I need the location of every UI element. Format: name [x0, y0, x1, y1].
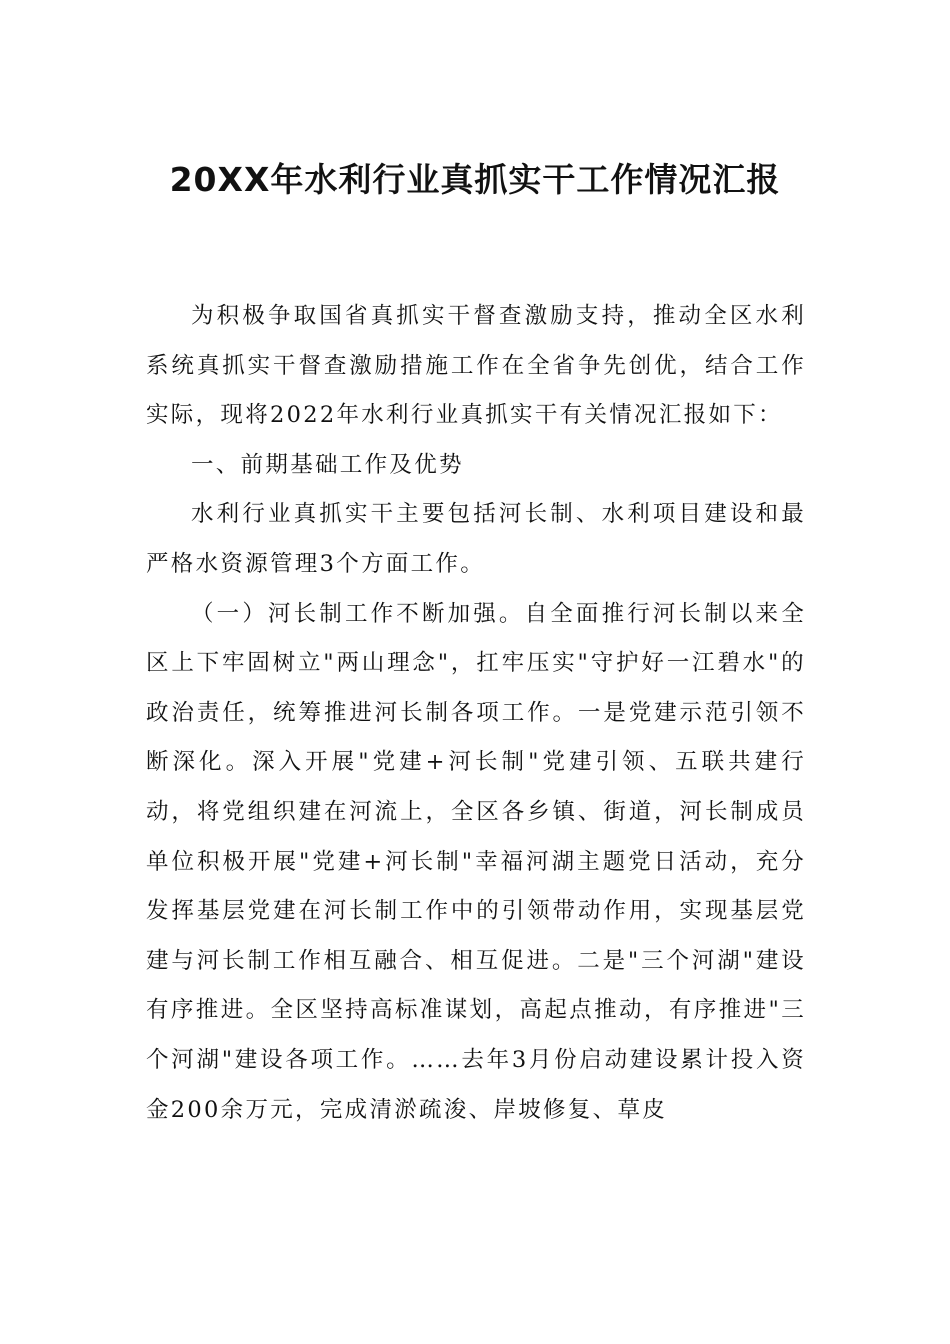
river-chief-paragraph: （一）河长制工作不断加强。自全面推行河长制以来全区上下牢固树立"两山理念"，扛牢压实"守护好一江碧水"的政治责任，统筹推进河长制各项工作。一是党建示范引领不断深化。深入开展"党建+河长制"党建引领、五联共建行动，将党组织建在河流上，全区各乡镇、街道，河长制成员单位积极开展"党建+河长制"幸福河湖主题党日活动，充分发挥基层党建在河长制工作中的引领带动作用，实现基层党建与河长制工作相互融合、相互促进。二是"三个河湖"建设有序推进。全区坚持高标准谋划，高起点推动，有序推进"三个河湖"建设各项工作。……去年3月份启动建设累计投入资金200余万元，完成清淤疏浚、岸坡修复、草皮 [146, 600, 806, 1123]
section-heading: 一、前期基础工作及优势 [191, 451, 464, 478]
intro-paragraph: 为积极争取国省真抓实干督查激励支持，推动全区水利系统真抓实干督查激励措施工作在全省争先创优，结合工作实际，现将2022年水利行业真抓实干有关情况汇报如下： [146, 303, 806, 429]
document-body [146, 292, 806, 1135]
document-title: 20XX年水利行业真抓实干工作情况汇报 [169, 160, 781, 199]
overview-paragraph: 水利行业真抓实干主要包括河长制、水利项目建设和最严格水资源管理3个方面工作。 [146, 501, 806, 577]
